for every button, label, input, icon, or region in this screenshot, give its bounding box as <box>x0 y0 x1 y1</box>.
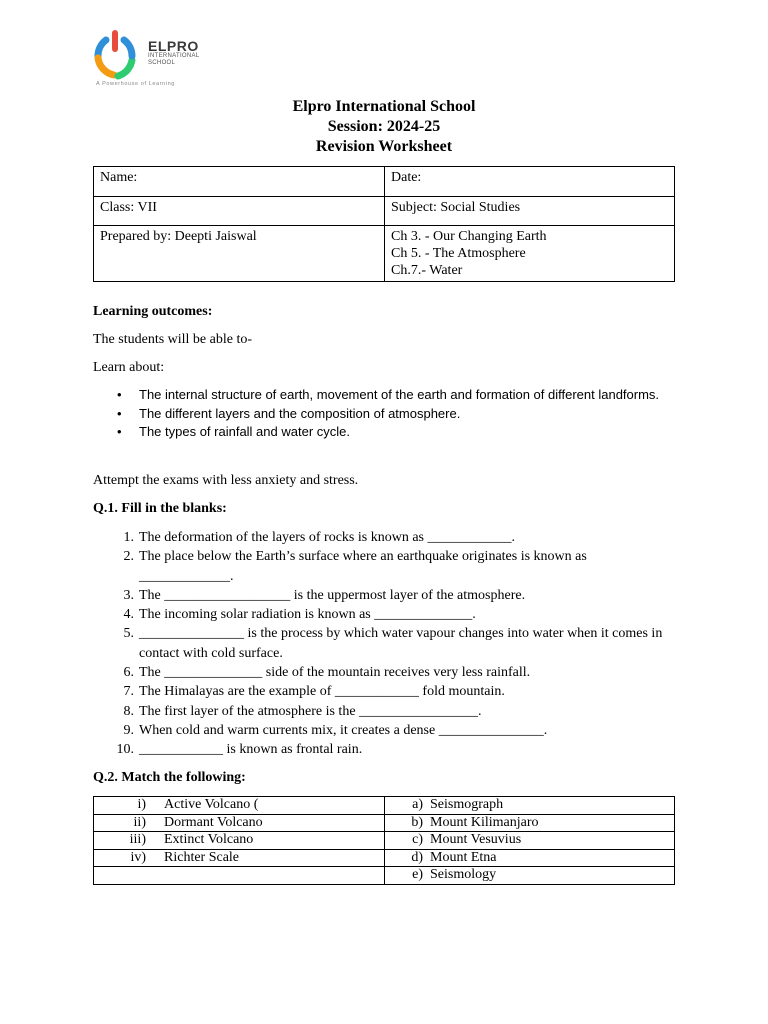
logo-brand: ELPRO <box>148 38 199 54</box>
date-cell: Date: <box>385 167 675 197</box>
info-table <box>93 166 675 282</box>
item-number: 7. <box>123 684 134 700</box>
list-item <box>112 423 692 442</box>
match-left-text: Dormant Volcano <box>164 814 263 830</box>
roman-number: iii) <box>129 832 146 847</box>
logo-arc-green <box>118 60 132 76</box>
match-right-cell <box>385 849 675 867</box>
match-right-cell <box>385 814 675 832</box>
bullet-icon: • <box>117 424 122 439</box>
chapters-cell <box>385 226 675 282</box>
item-text: The first layer of the atmosphere is the _________________. <box>139 703 482 719</box>
match-left-cell <box>94 797 385 815</box>
list-item <box>112 386 692 405</box>
logo-arc-blue-right <box>124 40 132 56</box>
list-item <box>112 740 672 759</box>
table-row <box>94 197 675 226</box>
q1-list <box>112 528 672 760</box>
item-text: The incoming solar radiation is known as ______________. <box>139 607 476 623</box>
roman-number: i) <box>137 797 146 812</box>
list-item <box>112 663 672 682</box>
table-row <box>94 867 675 885</box>
roman-number: iv) <box>130 849 146 865</box>
list-item <box>112 547 672 586</box>
match-right-cell <box>385 797 675 815</box>
match-right-text: Mount Kilimanjaro <box>430 814 539 830</box>
match-right-text: Mount Vesuvius <box>430 832 522 847</box>
document-heading <box>0 97 768 157</box>
list-item <box>112 682 672 701</box>
logo-bar-red <box>112 30 118 52</box>
letter-label: b) <box>411 814 423 830</box>
list-item <box>112 605 672 624</box>
list-item <box>112 624 672 663</box>
item-number: 5. <box>123 626 134 642</box>
list-item <box>112 721 672 740</box>
bullet-text: The different layers and the composition of atmosphere. <box>139 405 461 421</box>
bullet-icon: • <box>117 387 122 402</box>
item-text: _______________ is the process by which water vapour changes into water when it comes in contact with cold surface. <box>139 626 663 661</box>
match-right-text: Seismograph <box>430 797 504 812</box>
item-number: 4. <box>123 607 134 623</box>
item-number: 10. <box>116 742 134 758</box>
item-text: When cold and warm currents mix, it creates a dense _______________. <box>139 722 548 738</box>
chapter-item: Ch 3. - Our Changing Earth <box>391 229 547 244</box>
logo-arc-blue <box>98 40 106 56</box>
prepared-by-cell: Prepared by: Deepti Jaiswal <box>94 226 385 282</box>
learning-bullets <box>112 386 692 442</box>
bullet-text: The internal structure of earth, movement of the earth and formation of different landforms. <box>139 387 660 402</box>
list-item <box>112 586 672 605</box>
q2-title-prefix: Q.2 <box>93 770 115 785</box>
item-number: 1. <box>123 530 134 545</box>
table-row <box>94 167 675 197</box>
letter-label: a) <box>412 797 423 812</box>
q1-title: Q.1. Fill in the blanks: <box>93 501 227 516</box>
item-text: The deformation of the layers of rocks is known as ____________. <box>139 530 515 545</box>
worksheet-title: Revision Worksheet <box>315 138 453 155</box>
school-name: Elpro International School <box>292 98 476 115</box>
session-label: Session: 2024-25 <box>327 118 441 135</box>
q2-title-rest: . Match the following: <box>114 770 246 785</box>
item-number: 3. <box>123 587 134 603</box>
item-text: The ______________ side of the mountain receives very less rainfall. <box>139 665 531 681</box>
name-cell: Name: <box>94 167 385 197</box>
list-item <box>112 702 672 721</box>
item-number: 8. <box>123 703 134 719</box>
learning-intro: The students will be able to- <box>93 332 253 347</box>
match-left-text: Extinct Volcano <box>164 832 254 847</box>
q2-title <box>93 769 246 787</box>
letter-label: d) <box>411 849 423 865</box>
match-left-text: Active Volcano ( <box>164 797 259 812</box>
match-left-text: Richter Scale <box>164 849 240 865</box>
match-left-cell <box>94 867 385 885</box>
item-text: The Himalayas are the example of ____________ fold mountain. <box>139 684 505 700</box>
letter-label: c) <box>412 832 423 847</box>
match-right-cell <box>385 867 675 885</box>
logo-sub-line1: INTERNATIONAL <box>148 53 200 59</box>
logo-sub-line2: SCHOOL <box>148 60 176 66</box>
match-left-cell <box>94 814 385 832</box>
match-table <box>93 796 675 885</box>
match-right-text: Seismology <box>430 867 497 882</box>
match-right-cell <box>385 832 675 850</box>
item-text: The __________________ is the uppermost layer of the atmosphere. <box>139 587 526 603</box>
list-item <box>112 405 692 424</box>
logo-text <box>148 39 199 67</box>
table-row <box>94 832 675 850</box>
table-row <box>94 849 675 867</box>
class-cell: Class: VII <box>94 197 385 226</box>
learn-about-label: Learn about: <box>93 360 165 375</box>
subject-cell: Subject: Social Studies <box>385 197 675 226</box>
letter-label: e) <box>412 867 423 882</box>
match-left-cell <box>94 849 385 867</box>
table-row <box>94 226 675 282</box>
table-row <box>94 814 675 832</box>
list-item <box>112 528 672 547</box>
table-row <box>94 797 675 815</box>
item-number: 9. <box>123 722 134 738</box>
item-number: 6. <box>123 665 134 681</box>
logo-tagline: A Powerhouse of Learning <box>96 81 175 87</box>
learning-outcomes-title: Learning outcomes: <box>93 304 213 319</box>
bullet-icon: • <box>117 405 122 421</box>
item-text: ____________ is known as frontal rain. <box>139 742 363 758</box>
chapter-item: Ch 5. - The Atmosphere <box>391 246 526 261</box>
match-left-cell <box>94 832 385 850</box>
match-right-text: Mount Etna <box>430 849 497 865</box>
attempt-note: Attempt the exams with less anxiety and stress. <box>93 473 359 488</box>
item-number: 2. <box>123 549 134 565</box>
logo-arc-orange <box>98 58 114 75</box>
chapter-item: Ch.7.- Water <box>391 263 463 278</box>
bullet-text: The types of rainfall and water cycle. <box>139 424 350 439</box>
roman-number: ii) <box>133 814 146 830</box>
item-text: The place below the Earth’s surface where an earthquake originates is known as _____________. <box>139 549 587 584</box>
